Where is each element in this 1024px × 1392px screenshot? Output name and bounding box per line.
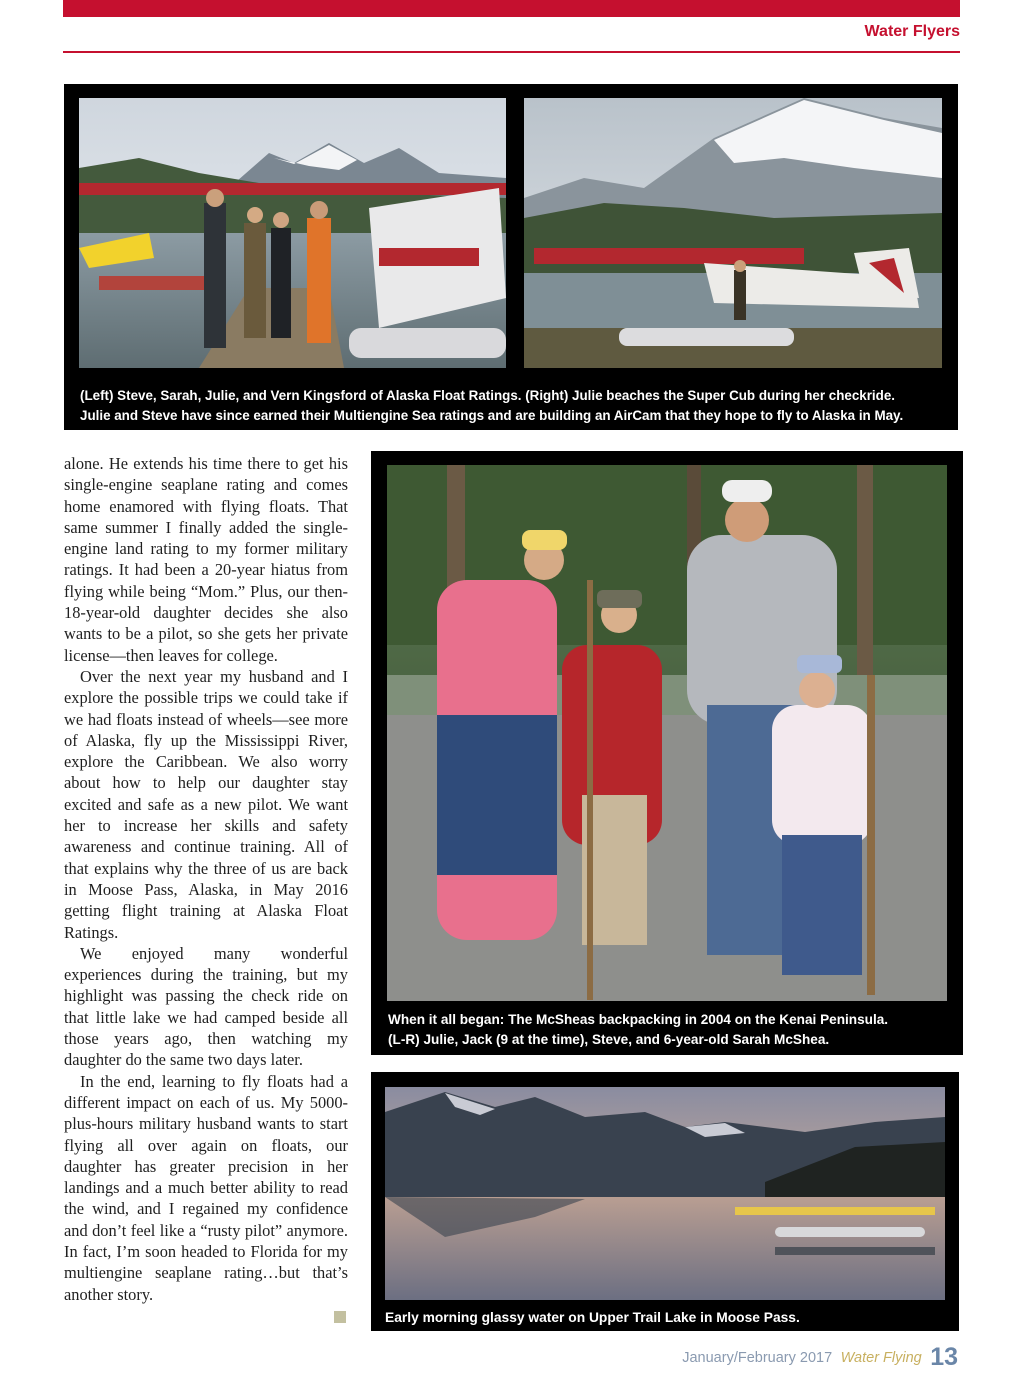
- footer-issue-date: January/February 2017: [682, 1350, 833, 1366]
- end-of-article-mark: [334, 1311, 346, 1323]
- lake-photo-caption: Early morning glassy water on Upper Trail Lake in Moose Pass.: [385, 1310, 800, 1325]
- header-color-bar: [63, 0, 960, 17]
- photo-upper-trail-lake: [385, 1087, 945, 1300]
- caption-line: (L-R) Julie, Jack (9 at the time), Steve, and 6-year-old Sarah McShea.: [388, 1032, 830, 1047]
- article-paragraph: alone. He extends his time there to get his single-engine seaplane rating and comes home enamored with flying floats. That same summer I finally added the single-engine land rating to my former military ratings. It had been a 20-year hiatus from flying while being “Mom.” Plus, our then-18-year-old daughter decides she also wants to be a pilot, so she gets her private license—then leaves for college.: [64, 454, 348, 665]
- top-photos-frame: [64, 84, 958, 430]
- caption-line: When it all began: The McSheas backpacking in 2004 on the Kenai Peninsula.: [388, 1012, 889, 1027]
- lake-photo-frame: [371, 1072, 959, 1331]
- footer-magazine-name: Water Flying: [840, 1350, 922, 1366]
- photo-group-on-dock: [79, 98, 506, 368]
- article-paragraph: We enjoyed many wonderful experiences during the training, but my highlight was passing the check ride on that little lake we had camped beside all those years ago, then watching my daughter do the same two days later.: [64, 943, 348, 1070]
- page-number: 13: [930, 1343, 958, 1371]
- top-photos-caption: [80, 386, 956, 426]
- article-paragraph: In the end, learning to fly floats had a different impact on each of us. My 5000-plus-hours military husband wants to start flying all over again on floats, our daughter has greater precision in her landings and a much better ability to read the wind, and I regained my confidence and don’t feel like a “rusty pilot” anymore. In fact, I’m soon headed to Florida for my multiengine seaplane rating…but that’s another story.: [64, 1071, 348, 1304]
- family-photo-caption: [388, 1010, 958, 1050]
- photo-super-cub-on-beach: [524, 98, 942, 368]
- article-paragraph: Over the next year my husband and I explore the possible trips we could take if we had floats instead of wheels—see more of Alaska, fly up the Mississippi River, explore the Caribbean. We also worry about how to help our daughter stay excited and safe as a new pilot. We want her to increase her skills and safety awareness and continue training. All of that explains why the three of us are back in Moose Pass, Alaska, in May 2016 getting flight training at Alaska Float Ratings.: [64, 666, 348, 942]
- article-body: [64, 453, 348, 1305]
- header-rule: [63, 51, 960, 53]
- section-title: Water Flyers: [864, 23, 960, 40]
- caption-line: Julie and Steve have since earned their Multiengine Sea ratings and are building an AirCam that they hope to fly to Alaska in May.: [80, 408, 904, 423]
- caption-line: (Left) Steve, Sarah, Julie, and Vern Kingsford of Alaska Float Ratings. (Right) Julie beaches the Super Cub during her checkride.: [80, 388, 896, 403]
- family-photo-frame: [371, 451, 963, 1055]
- page-footer: [682, 1343, 958, 1372]
- photo-family-backpacking: [387, 465, 947, 1001]
